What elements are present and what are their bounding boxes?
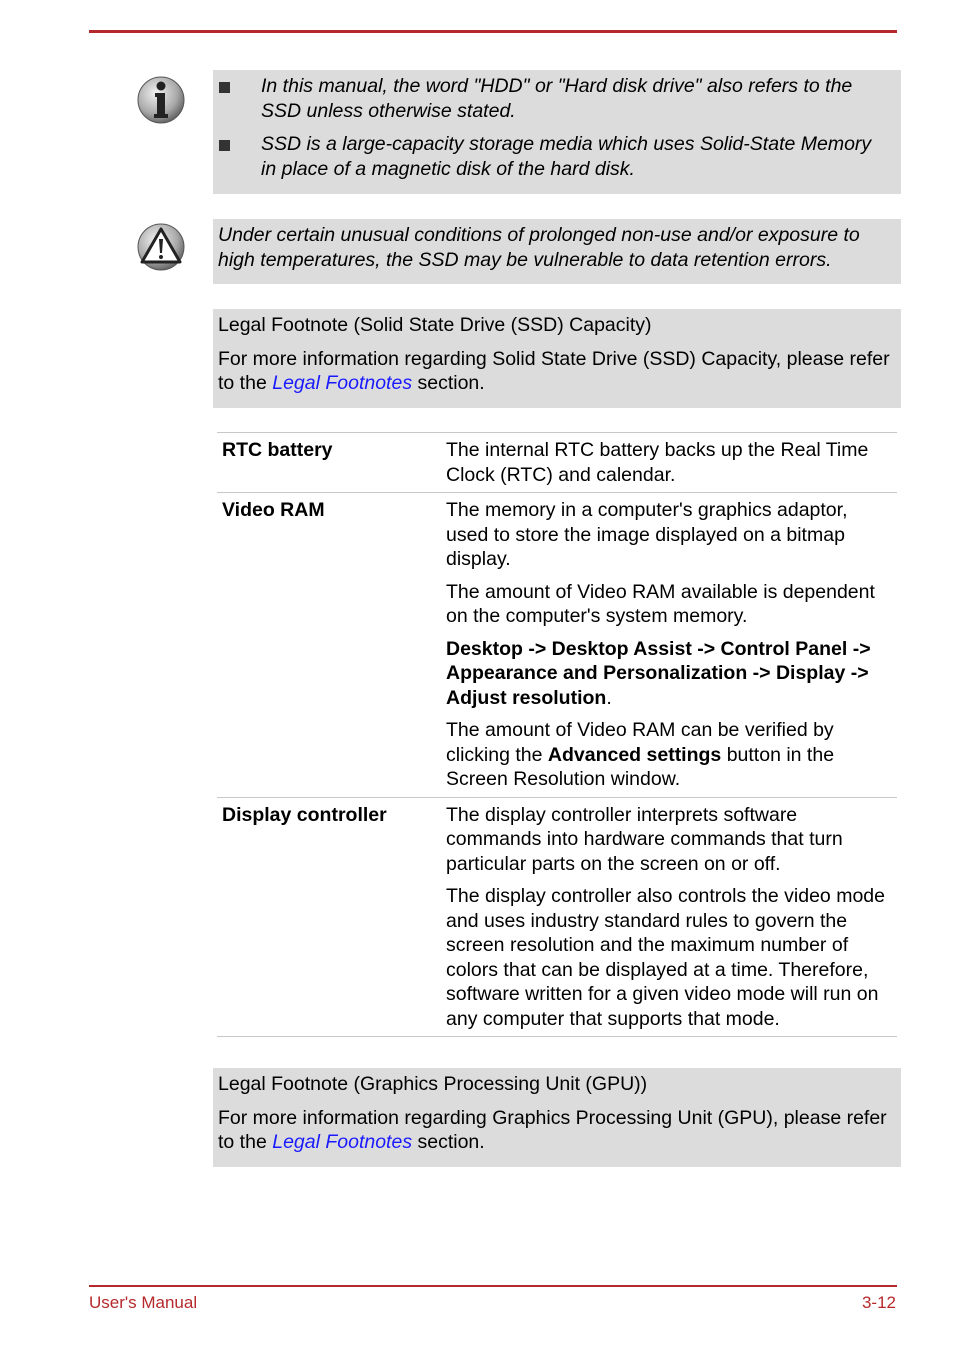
note-text: In this manual, the word "HDD" or "Hard disk drive" also refers to the SSD unless otherwise stated. xyxy=(261,75,853,122)
advanced-settings-label: Advanced settings xyxy=(547,743,722,766)
description-text: The display controller also controls the video mode and uses industry standard rules to govern the screen resolution and the maximum number of colors that can be displayed at a time. Therefore, software written for a given video mode will run on any computer that supports that mode. xyxy=(446,885,885,1030)
description-cell xyxy=(441,433,897,493)
caution-icon xyxy=(136,222,186,272)
settings-path: Desktop -> Desktop Assist -> Control Panel -> Appearance and Personalization -> Display -> Adjust resolution. xyxy=(446,637,871,709)
term-display-controller: Display controller xyxy=(217,797,441,1037)
term-rtc-battery: RTC battery xyxy=(217,433,441,493)
footer-manual-title: User's Manual xyxy=(89,1293,198,1312)
footer-rule xyxy=(89,1285,897,1287)
note-item xyxy=(213,74,891,123)
legal-footnote-text: For more information regarding Solid State Drive (SSD) Capacity, please refer to the Legal Footnotes section. xyxy=(218,347,890,394)
description-text: The amount of Video RAM available is dependent on the computer's system memory. xyxy=(446,580,875,627)
description-cell xyxy=(441,797,897,1037)
description-text: The internal RTC battery backs up the Real Time Clock (RTC) and calendar. xyxy=(446,439,869,486)
legal-footnote-text: For more information regarding Graphics Processing Unit (GPU), please refer to the Legal Footnotes section. xyxy=(218,1106,887,1153)
legal-footnote-ssd xyxy=(213,309,901,408)
description-cell xyxy=(441,493,897,798)
note-item xyxy=(213,132,891,181)
legal-footnotes-link[interactable]: Legal Footnotes xyxy=(272,372,413,394)
legal-footnote-title: Legal Footnote (Solid State Drive (SSD) Capacity) xyxy=(218,314,652,336)
header-rule xyxy=(89,30,897,33)
info-icon xyxy=(136,74,186,126)
legal-footnotes-link[interactable]: Legal Footnotes xyxy=(272,1131,413,1153)
table-row xyxy=(217,493,897,798)
table-row xyxy=(217,433,897,493)
square-bullet-icon xyxy=(219,82,230,93)
square-bullet-icon xyxy=(219,140,230,151)
term-video-ram: Video RAM xyxy=(217,493,441,798)
legal-footnote-title: Legal Footnote (Graphics Processing Unit (GPU)) xyxy=(218,1073,648,1095)
legal-footnote-gpu xyxy=(213,1068,901,1167)
footer-page-number: 3-12 xyxy=(861,1293,896,1312)
caution-text: Under certain unusual conditions of prolonged non-use and/or exposure to high temperatures, the SSD may be vulnerable to data retention errors. xyxy=(218,224,860,271)
table-row xyxy=(217,797,897,1037)
note-text: SSD is a large-capacity storage media which uses Solid-State Memory in place of a magnetic disk of the hard disk. xyxy=(261,133,872,180)
description-text: The memory in a computer's graphics adaptor, used to store the image displayed on a bitmap display. xyxy=(446,499,848,570)
note-box xyxy=(213,70,901,194)
description-text: The amount of Video RAM can be verified by clicking the Advanced settings button in the Screen Resolution window. xyxy=(446,719,835,790)
spec-table xyxy=(217,432,897,1037)
caution-box xyxy=(213,219,901,284)
description-text: The display controller interprets software commands into hardware commands that turn particular parts on the screen on or off. xyxy=(446,803,843,875)
